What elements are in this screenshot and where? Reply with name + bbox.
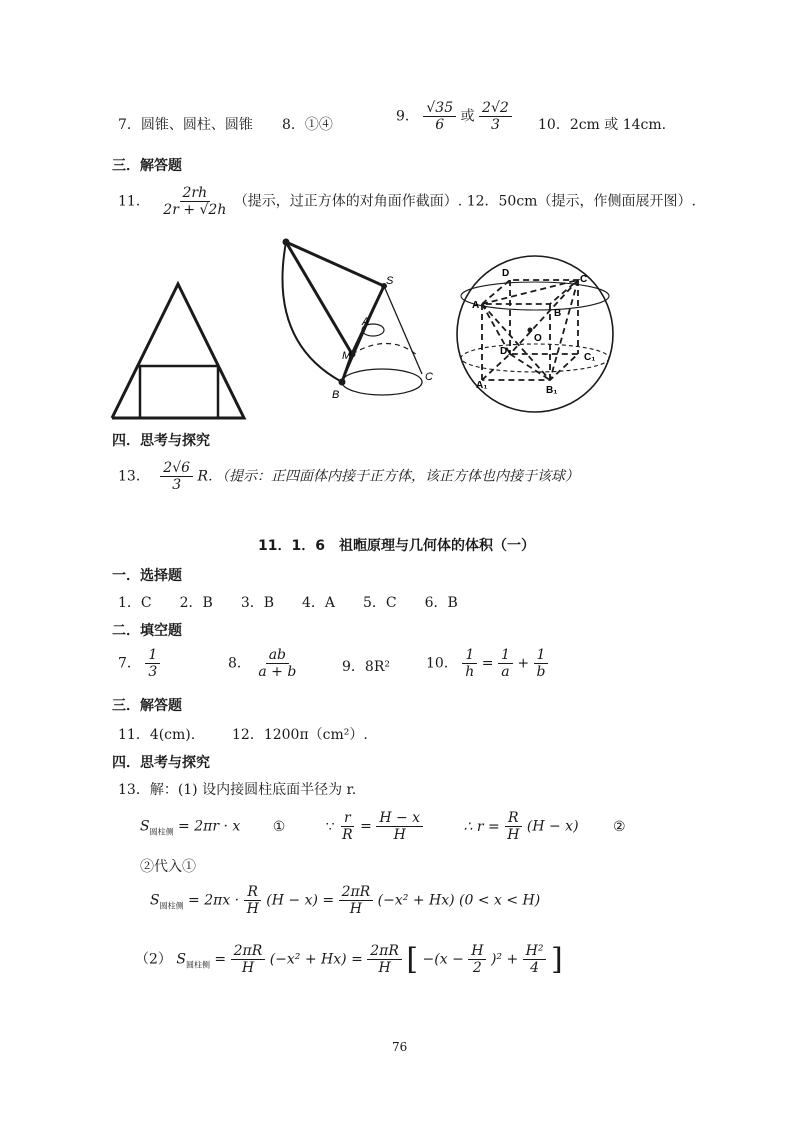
section-heading-solutions: 三．解答题 [112,158,182,174]
label-cone-S: S [386,275,394,287]
section-heading-explore-2: 四．思考与探究 [112,755,210,771]
answer-q9: 9． $\frac{√35}{6}$ 或 $\frac{2√2}{3}$ [396,100,512,133]
label-sphere-B: B [554,308,562,319]
solution-intro: 13．解：(1) 设内接圆柱底面半径为 r. [118,782,357,798]
section-heading-solutions-2: 三．解答题 [112,698,182,714]
answer-q10: 10．2cm 或 14cm. [538,117,667,133]
label-sphere-B1: B₁ [546,385,558,396]
label-cone-A: A [362,316,370,328]
answer-11: 11．4(cm). [118,727,196,743]
answer-q11-q12: 11． $\frac{2rh}{2r + √2h}$ （提示，过正方体的对角面作截面）. 12．50cm（提示，作侧面展开图）. [118,185,696,219]
label-sphere-D1: D₁ [500,346,512,357]
fill-answer-q9: 9．8R² [342,659,390,675]
triangle-rectangle-figure [112,284,244,418]
equation-2: $S_{圆柱侧} = 2\pi x$ · $\frac{R}{H}$ (H − x) = $\frac{2\pi R}{H}$ (−x² + Hx) (0 < x < H) [150,884,541,918]
substitution-note: ②代入① [140,859,196,875]
label-sphere-C: C [580,274,588,285]
geometry-figures [100,232,660,422]
answer-12: 12．1200π（cm²）. [232,727,368,743]
cone-unfolding-figure [282,239,422,395]
section-title: 11．1．6 祖暅原理与几何体的体积（一） [258,538,535,554]
label-sphere-D: D [502,268,510,279]
page-number: 76 [392,1040,408,1054]
choice-answers: 1．C 2．B 3．B 4．A 5．C 6．B [118,595,458,611]
label-sphere-O: O [534,333,542,344]
fill-answer-q10: 10． $\frac{1}{h}$ = $\frac{1}{a}$ + $\frac{1}{b}$ [426,647,548,680]
label-sphere-C1: C₁ [584,352,596,363]
label-cone-C: C [425,371,433,383]
fill-answer-q8: 8． $\frac{ab}{a + b}$ [228,647,297,681]
section-heading-fill: 二．填空题 [112,623,182,639]
answer-q8: 8．①④ [282,117,333,133]
label-sphere-A: A [472,300,480,311]
label-cone-B: B [332,389,340,401]
fill-answers: 7． $\frac{1}{3}$ [118,647,160,680]
section-heading-explore: 四．思考与探究 [112,433,210,449]
equation-3: （2） $S_{圆柱侧}$ = $\frac{2\pi R}{H}$ (−x² + Hx) = $\frac{2\pi R}{H}$ [ −(x − $\frac{H}{2}$ )² + $\frac{\text{H²}}{4}$ ] [135,942,563,977]
answer-q7: 7．圆锥、圆柱、圆锥 [118,117,253,133]
label-cone-M: M [342,350,352,362]
answer-q13: 13． $\frac{2√6}{3}$ R．（提示：正四面体内接于正方体，该正方体也内接于该球） [118,460,580,494]
label-sphere-A1: A₁ [476,380,488,391]
equation-1: $S_{圆柱侧} = 2\pi r \cdot x$ ① ∵ $\frac{r}{R}$ = $\frac{H - x}{H}$ ∴ r = $\frac{R}{H}$ (H − x) ② [140,810,626,844]
section-heading-choice: 一．选择题 [112,568,182,584]
